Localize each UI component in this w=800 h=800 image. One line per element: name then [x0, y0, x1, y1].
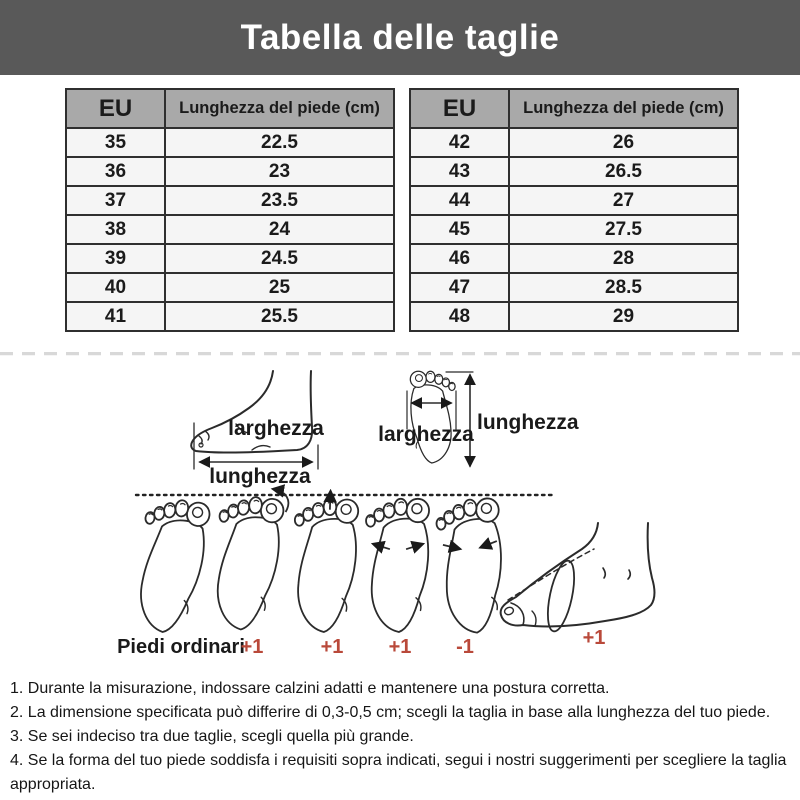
- eu-size-cell: 40: [66, 273, 165, 302]
- table-row: [66, 215, 394, 244]
- table-header-row: [66, 89, 394, 128]
- top-foot-length-label: lunghezza: [477, 411, 579, 434]
- foot-length-cell: 26: [509, 128, 738, 157]
- foot-length-cell: 26.5: [509, 157, 738, 186]
- foot-length-cell: 27: [509, 186, 738, 215]
- foot-length-cell: 22.5: [165, 128, 394, 157]
- size-table-eu-35-41: [65, 88, 395, 332]
- eu-size-cell: 48: [410, 302, 509, 331]
- note-line: 2. La dimensione specificata può differire di 0,3-0,5 cm; scegli la taglia in base alla lunghezza del tuo piede.: [10, 704, 771, 721]
- foot-outline-wide-icon: [366, 499, 429, 632]
- eu-size-cell: 42: [410, 128, 509, 157]
- title-banner: [0, 0, 800, 75]
- foot-length-column-header: Lunghezza del piede (cm): [165, 89, 394, 128]
- table-row: [410, 215, 738, 244]
- eu-column-header: EU: [66, 89, 165, 128]
- eu-size-cell: 43: [410, 157, 509, 186]
- adjustment-label: +1: [582, 627, 606, 649]
- table-header-row: [410, 89, 738, 128]
- eu-size-cell: 45: [410, 215, 509, 244]
- table-row: [410, 186, 738, 215]
- table-row: [66, 244, 394, 273]
- eu-size-cell: 38: [66, 215, 165, 244]
- eu-size-cell: 35: [66, 128, 165, 157]
- adjustment-label: +1: [320, 636, 344, 658]
- eu-size-cell: 39: [66, 244, 165, 273]
- foot-measurement-diagram: [0, 352, 800, 664]
- table-row: [66, 302, 394, 331]
- top-view-foot-icon: [407, 371, 473, 466]
- table-row: [410, 157, 738, 186]
- side-foot-length-label: lunghezza: [209, 465, 311, 488]
- adjustment-label: -1: [456, 636, 474, 658]
- table-row: [66, 273, 394, 302]
- adjustment-label: +1: [240, 636, 264, 658]
- table-row: [410, 244, 738, 273]
- eu-size-cell: 36: [66, 157, 165, 186]
- foot-length-cell: 28: [509, 244, 738, 273]
- eu-column-header: EU: [410, 89, 509, 128]
- table-row: [410, 302, 738, 331]
- table-row: [410, 273, 738, 302]
- note-line: 1. Durante la misurazione, indossare calzini adatti e mantenere una postura corretta.: [10, 680, 610, 697]
- note-line: 3. Se sei indeciso tra due taglie, scegli quella più grande.: [10, 728, 414, 745]
- foot-length-cell: 24: [165, 215, 394, 244]
- foot-outline-bunion-icon: [208, 484, 290, 633]
- foot-length-cell: 23.5: [165, 186, 394, 215]
- top-foot-width-label: larghezza: [378, 423, 474, 446]
- eu-size-cell: 47: [410, 273, 509, 302]
- table-row: [66, 157, 394, 186]
- eu-size-cell: 41: [66, 302, 165, 331]
- foot-outline-narrow-icon: [435, 498, 507, 635]
- foot-length-cell: 25: [165, 273, 394, 302]
- foot-length-cell: 24.5: [165, 244, 394, 273]
- note-line: 4. Se la forma del tuo piede soddisfa i requisiti sopra indicati, segui i nostri suggerimenti per scegliere la taglia appropriata.: [10, 752, 787, 793]
- high-instep-foot-icon: [501, 523, 655, 634]
- table-row: [410, 128, 738, 157]
- foot-length-cell: 27.5: [509, 215, 738, 244]
- eu-size-cell: 44: [410, 186, 509, 215]
- table-row: [66, 128, 394, 157]
- foot-outline-raised-toe-icon: [291, 490, 359, 633]
- table-row: [66, 186, 394, 215]
- foot-length-cell: 28.5: [509, 273, 738, 302]
- foot-length-cell: 29: [509, 302, 738, 331]
- foot-length-cell: 23: [165, 157, 394, 186]
- foot-length-column-header: Lunghezza del piede (cm): [509, 89, 738, 128]
- measurement-notes: [10, 677, 796, 797]
- eu-size-cell: 46: [410, 244, 509, 273]
- ordinary-feet-label: Piedi ordinari: [117, 636, 245, 658]
- foot-outline-ordinary-icon: [130, 496, 211, 637]
- eu-size-cell: 37: [66, 186, 165, 215]
- page-title: Tabella delle taglie: [240, 17, 560, 57]
- size-table-eu-42-48: [409, 88, 739, 332]
- side-foot-width-label: larghezza: [228, 417, 324, 440]
- foot-length-cell: 25.5: [165, 302, 394, 331]
- adjustment-label: +1: [388, 636, 412, 658]
